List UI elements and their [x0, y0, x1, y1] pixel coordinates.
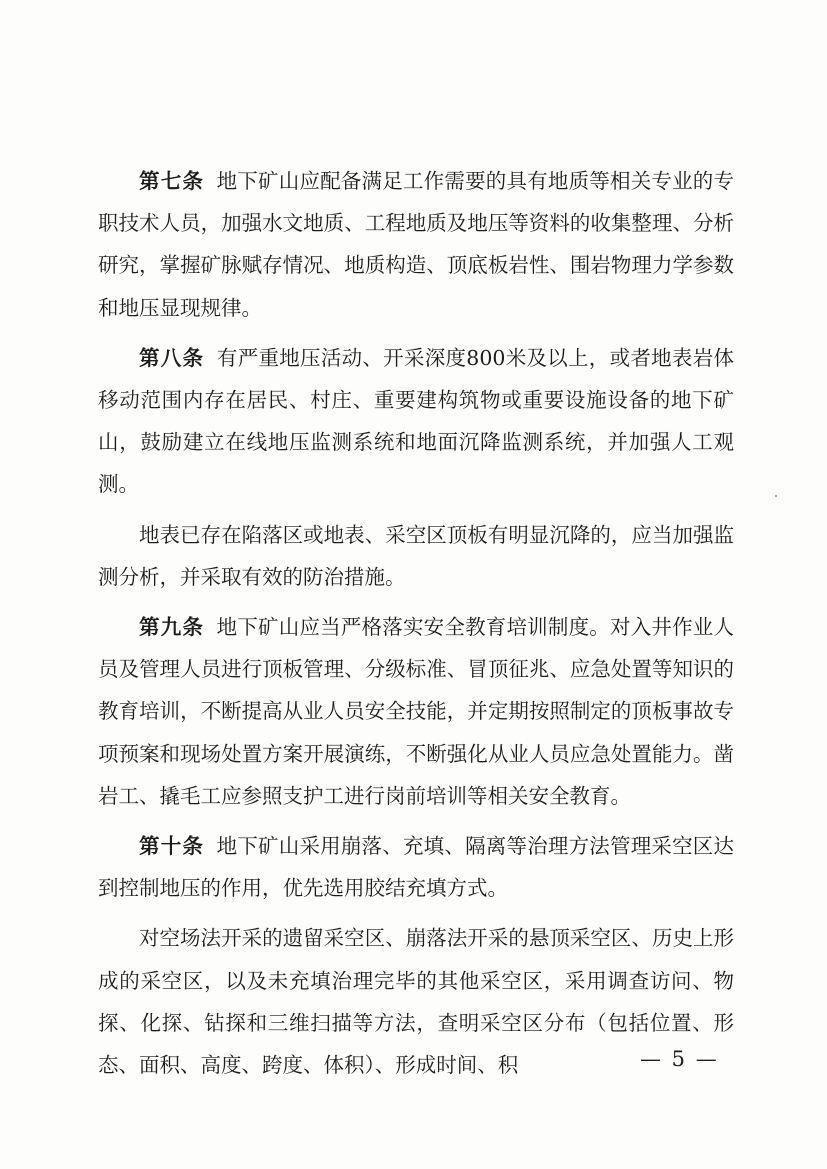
paragraph-article-10 — [98, 825, 734, 909]
article-heading: 第八条 — [139, 345, 205, 370]
paragraph-article-8-continued — [98, 514, 734, 598]
paragraph-text: 地下矿山采用崩落、充填、隔离等治理方法管理采空区达到控制地压的作用，优先选用胶结充填方式。 — [98, 834, 735, 901]
page-number: — 5 — — [640, 1047, 719, 1071]
paragraph-text: 有严重地压活动、开采深度800米及以上，或者地表岩体移动范围内存在居民、村庄、重要建构筑物或重要设施设备的地下矿山，鼓励建立在线地压监测系统和地面沉降监测系统，并加强人工观测。 — [98, 345, 734, 497]
paragraph-article-10-continued — [98, 917, 734, 1086]
paragraph-text: 地下矿山应配备满足工作需要的具有地质等相关专业的专职技术人员，加强水文地质、工程地质及地压等资料的收集整理、分析研究，掌握矿脉赋存情况、地质构造、顶底板岩性、围岩物理力学参数和地压显现规律。 — [98, 169, 735, 320]
document-body — [98, 160, 734, 1086]
paragraph-text: 对空场法开采的遗留采空区、崩落法开采的悬顶采空区、历史上形成的采空区，以及未充填治理完毕的其他采空区，采用调查访问、物探、化探、钻探和三维扫描等方法，查明采空区分布（包括位置、形态、面积、高度、跨度、体积）、形成时间、积 — [98, 926, 734, 1078]
article-heading: 第七条 — [139, 169, 205, 193]
paragraph-article-9 — [98, 606, 734, 817]
paragraph-text: 地表已存在陷落区或地表、采空区顶板有明显沉降的，应当加强监测分析，并采取有效的防治措施。 — [98, 522, 734, 589]
article-heading: 第九条 — [139, 615, 205, 640]
scan-speck — [775, 495, 777, 497]
article-heading: 第十条 — [139, 834, 205, 859]
paragraph-text: 地下矿山应当严格落实安全教育培训制度。对入井作业人员及管理人员进行顶板管理、分级标准、冒顶征兆、应急处置等知识的教育培训，不断提高从业人员安全技能，并定期按照制定的顶板事故专项预案和现场处置方案开展演练，不断强化从业人员应急处置能力。凿岩工、撬毛工应参照支护工进行岗前培训等相关安全教育。 — [98, 615, 735, 808]
paragraph-article-8 — [98, 337, 734, 506]
paragraph-article-7 — [98, 160, 734, 329]
